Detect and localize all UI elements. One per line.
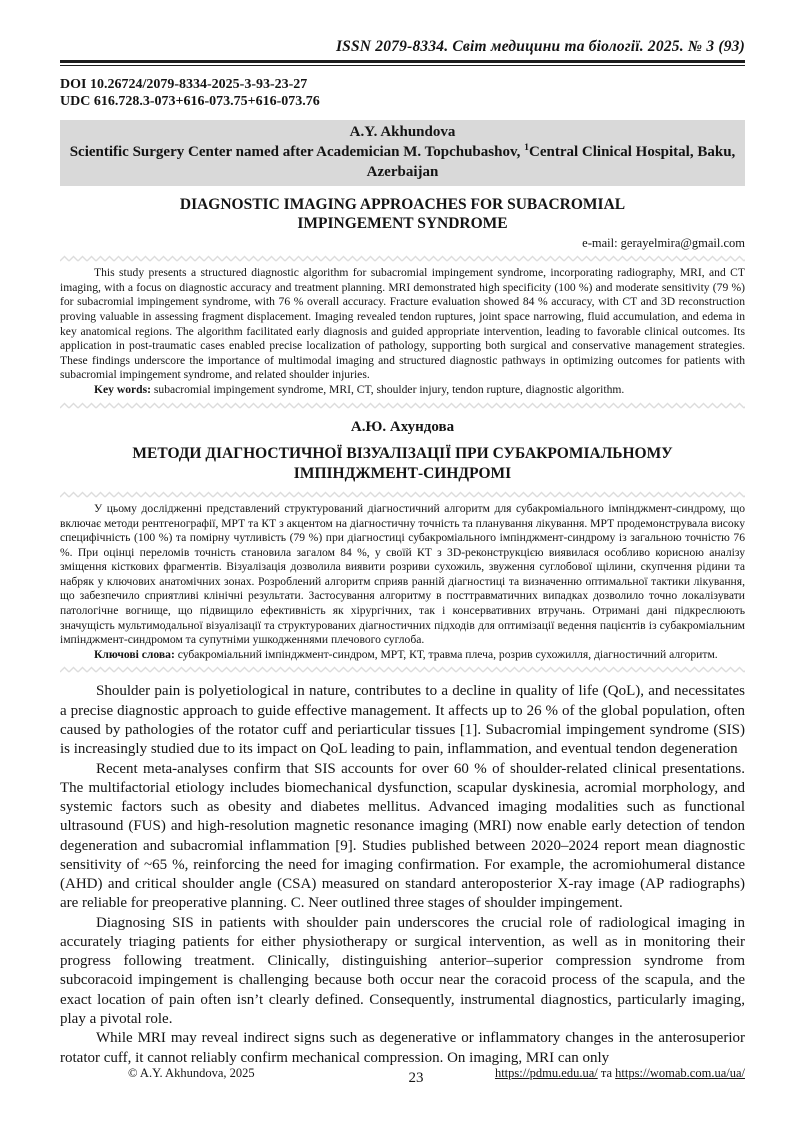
author-name-ua: А.Ю. Ахундова [350, 418, 455, 435]
affiliation-text-pre: Scientific Surgery Center named after Academician M. Topchubashov, [69, 143, 525, 160]
keywords-text-ua: субакроміальний імпінджмент-синдром, МРТ, КТ, травма плеча, розрив сухожилля, діагностичний алгоритм. [174, 647, 718, 661]
article-title-ua: МЕТОДИ ДІАГНОСТИЧНОЇ ВІЗУАЛІЗАЦІЇ ПРИ СУБАКРОМІАЛЬНОМУ ІМПІНДЖМЕНТ-СИНДРОМІ [132, 444, 673, 482]
author-name-en: A.Y. Akhundova [349, 124, 456, 141]
affiliation-en [68, 143, 737, 183]
abstract-en-text: This study presents a structured diagnostic algorithm for subacromial impingement syndrome, incorporating radiography, MRI, and CT imaging, with a focus on diagnostic accuracy and treatment planning. MRI demonstrated high specificity (100 %) and moderate sensitivity (79 %) for subacromial impingement syndrome, with 76 % overall accuracy. Fracture evaluation showed 84 % accuracy, with CT and 3D reconstruction proving valuable in assessing fragment displacement. Imaging revealed tendon ruptures, joint space narrowing, fluid accumulation, and edema in key anatomical regions. The algorithm facilitated early diagnosis and guided appropriate intervention, leading to favorable clinical outcomes. Its application in post-traumatic cases enabled precise localization of pathology, supporting both surgical and conservative management strategies. These findings underscore the importance of multimodal imaging and structured diagnostic pathways in optimizing outcomes for patients with subacromial impingement syndrome, and related shoulder injuries. [60, 266, 745, 382]
body-paragraph: Recent meta-analyses confirm that SIS accounts for over 60 % of shoulder-related clinical presentations. The multifactorial etiology includes biomechanical dysfunction, scapular dyskinesia, acromial morphology, and systemic factors such as obesity and diabetes mellitus. Advanced imaging modalities such as functional ultrasound (FUS) and high-resolution magnetic resonance imaging (MRI) now enable early detection of tendon degeneration and subacromial inflammation [9]. Studies published between 2020–2024 report mean diagnostic sensitivity of ~65 %, reinforcing the need for imaging confirmation. For example, the acromiohumeral distance (AHD) and critical shoulder angle (CSA) measured on standard anteroposterior X-ray image (AP radiographs) are reliable for preoperative planning. C. Neer outlined three stages of shoulder impingement. [60, 760, 745, 912]
zigzag-divider [60, 665, 745, 674]
keywords-text-en: subacromial impingement syndrome, MRI, CT, shoulder injury, tendon rupture, diagnostic algorithm. [151, 383, 625, 397]
zigzag-divider [60, 490, 745, 499]
affiliation-text-post: Central Clinical Hospital, Baku, Azerbaijan [366, 143, 736, 180]
doi-line: DOI 10.26724/2079-8334-2025-3-93-23-27 [60, 77, 308, 92]
body-paragraph: Diagnosing SIS in patients with shoulder pain underscores the crucial role of radiological imaging in accurately triaging patients for either physiotherapy or surgical intervention, as well as in monitoring their progress following treatment. Clinically, distinguishing anterior–superior compression syndrome from subcoracoid impingement is challenging because both occur near the coracoid process of the scapula, and the exact location of pain often isn’t clearly defined. Consequently, instrumental diagnostics, particularly imaging, play a pivotal role. [60, 914, 745, 1027]
email-line: e-mail: gerayelmira@gmail.com [582, 236, 745, 251]
header-double-rule [60, 60, 745, 66]
journal-link-pdmu[interactable]: https://pdmu.edu.ua/ [494, 1066, 598, 1080]
footer-link-separator: та [597, 1066, 616, 1080]
udc-line: UDC 616.728.3-073+616-073.75+616-073.76 [60, 94, 320, 110]
article-body [60, 682, 745, 1067]
article-title-en: DIAGNOSTIC IMAGING APPROACHES FOR SUBACROMIAL IMPINGEMENT SYNDROME [179, 195, 626, 232]
body-paragraph: Shoulder pain is polyetiological in nature, contributes to a decline in quality of life (QoL), and necessitates a precise diagnostic approach to guide effective management. It affects up to 26 % of the global population, often caused by pathologies of the rotator cuff and periarticular tissues [1]. Subacromial impingement syndrome (SIS) is increasingly studied due to its impact on QoL leading to pain, inflammation, and eventual tendon degeneration [60, 683, 745, 758]
abstract-ua-text: У цьому дослідженні представлений структурований діагностичний алгоритм для субакроміального імпінджмент-синдрому, що включає методи рентгенографії, МРТ та КТ з акцентом на діагностичну точність та планування лікування. МРТ продемонструвала високу специфічність (100 %) та помірну чутливість (79 %) при діагностиці субакроміального імпінджмент-синдрому із загальною точністю 76 %. При оцінці переломів точність становила загалом 84 %, у своїй КТ з 3D-реконструкцією виявилася особливо корисною аналізу зміщення кісткових фрагментів. Візуалізація дозволила виявити розриви сухожиль, звуження суглобової щілини, скупчення рідини та набряк у ключових анатомічних зонах. Розроблений алгоритм сприяв ранній діагностиці та визначенню оптимальної тактики лікування, що забезпечило сприятливі клінічні результати. Застосування алгоритму в посттравматичних випадках дозволило точно локалізувати патологічне вогнище, що підвищило ефективність як хірургічних, так і консервативних втручань. Отримані дані підкреслюють значущість мультимодальної візуалізації та структурованих діагностичних підходів для оптимізації ведення пацієнтів із субакроміальним імпінджмент-синдромом та супутніми ушкодженнями плечового суглоба. [60, 501, 745, 647]
abstract-en [60, 266, 745, 397]
zigzag-divider [60, 254, 745, 263]
footer-links [478, 1066, 745, 1081]
abstract-en-keywords [60, 383, 745, 398]
journal-issn-header: ISSN 2079-8334. Світ медицини та біології. 2025. № 3 (93) [335, 38, 745, 55]
zigzag-divider [60, 401, 745, 410]
abstract-ua-keywords [60, 648, 745, 663]
journal-link-womab[interactable]: https://womab.com.ua/ua/ [615, 1066, 745, 1080]
keywords-label-ua: Ключові слова: [94, 647, 175, 661]
body-paragraph: While MRI may reveal indirect signs such as degenerative or inflammatory changes in the anterosuperior rotator cuff, it cannot reliably confirm mechanical compression. On imaging, MRI can only [60, 1030, 745, 1066]
doi-udc-block [60, 76, 745, 110]
page-number: 23 [408, 1070, 424, 1086]
abstract-ua [60, 502, 745, 663]
affiliation-superscript: 1 [524, 141, 530, 153]
copyright-notice: © A.Y. Akhundova, 2025 [128, 1066, 255, 1080]
author-affiliation-box [60, 120, 745, 185]
keywords-label-en: Key words: [94, 383, 151, 397]
page-footer [60, 1066, 745, 1087]
